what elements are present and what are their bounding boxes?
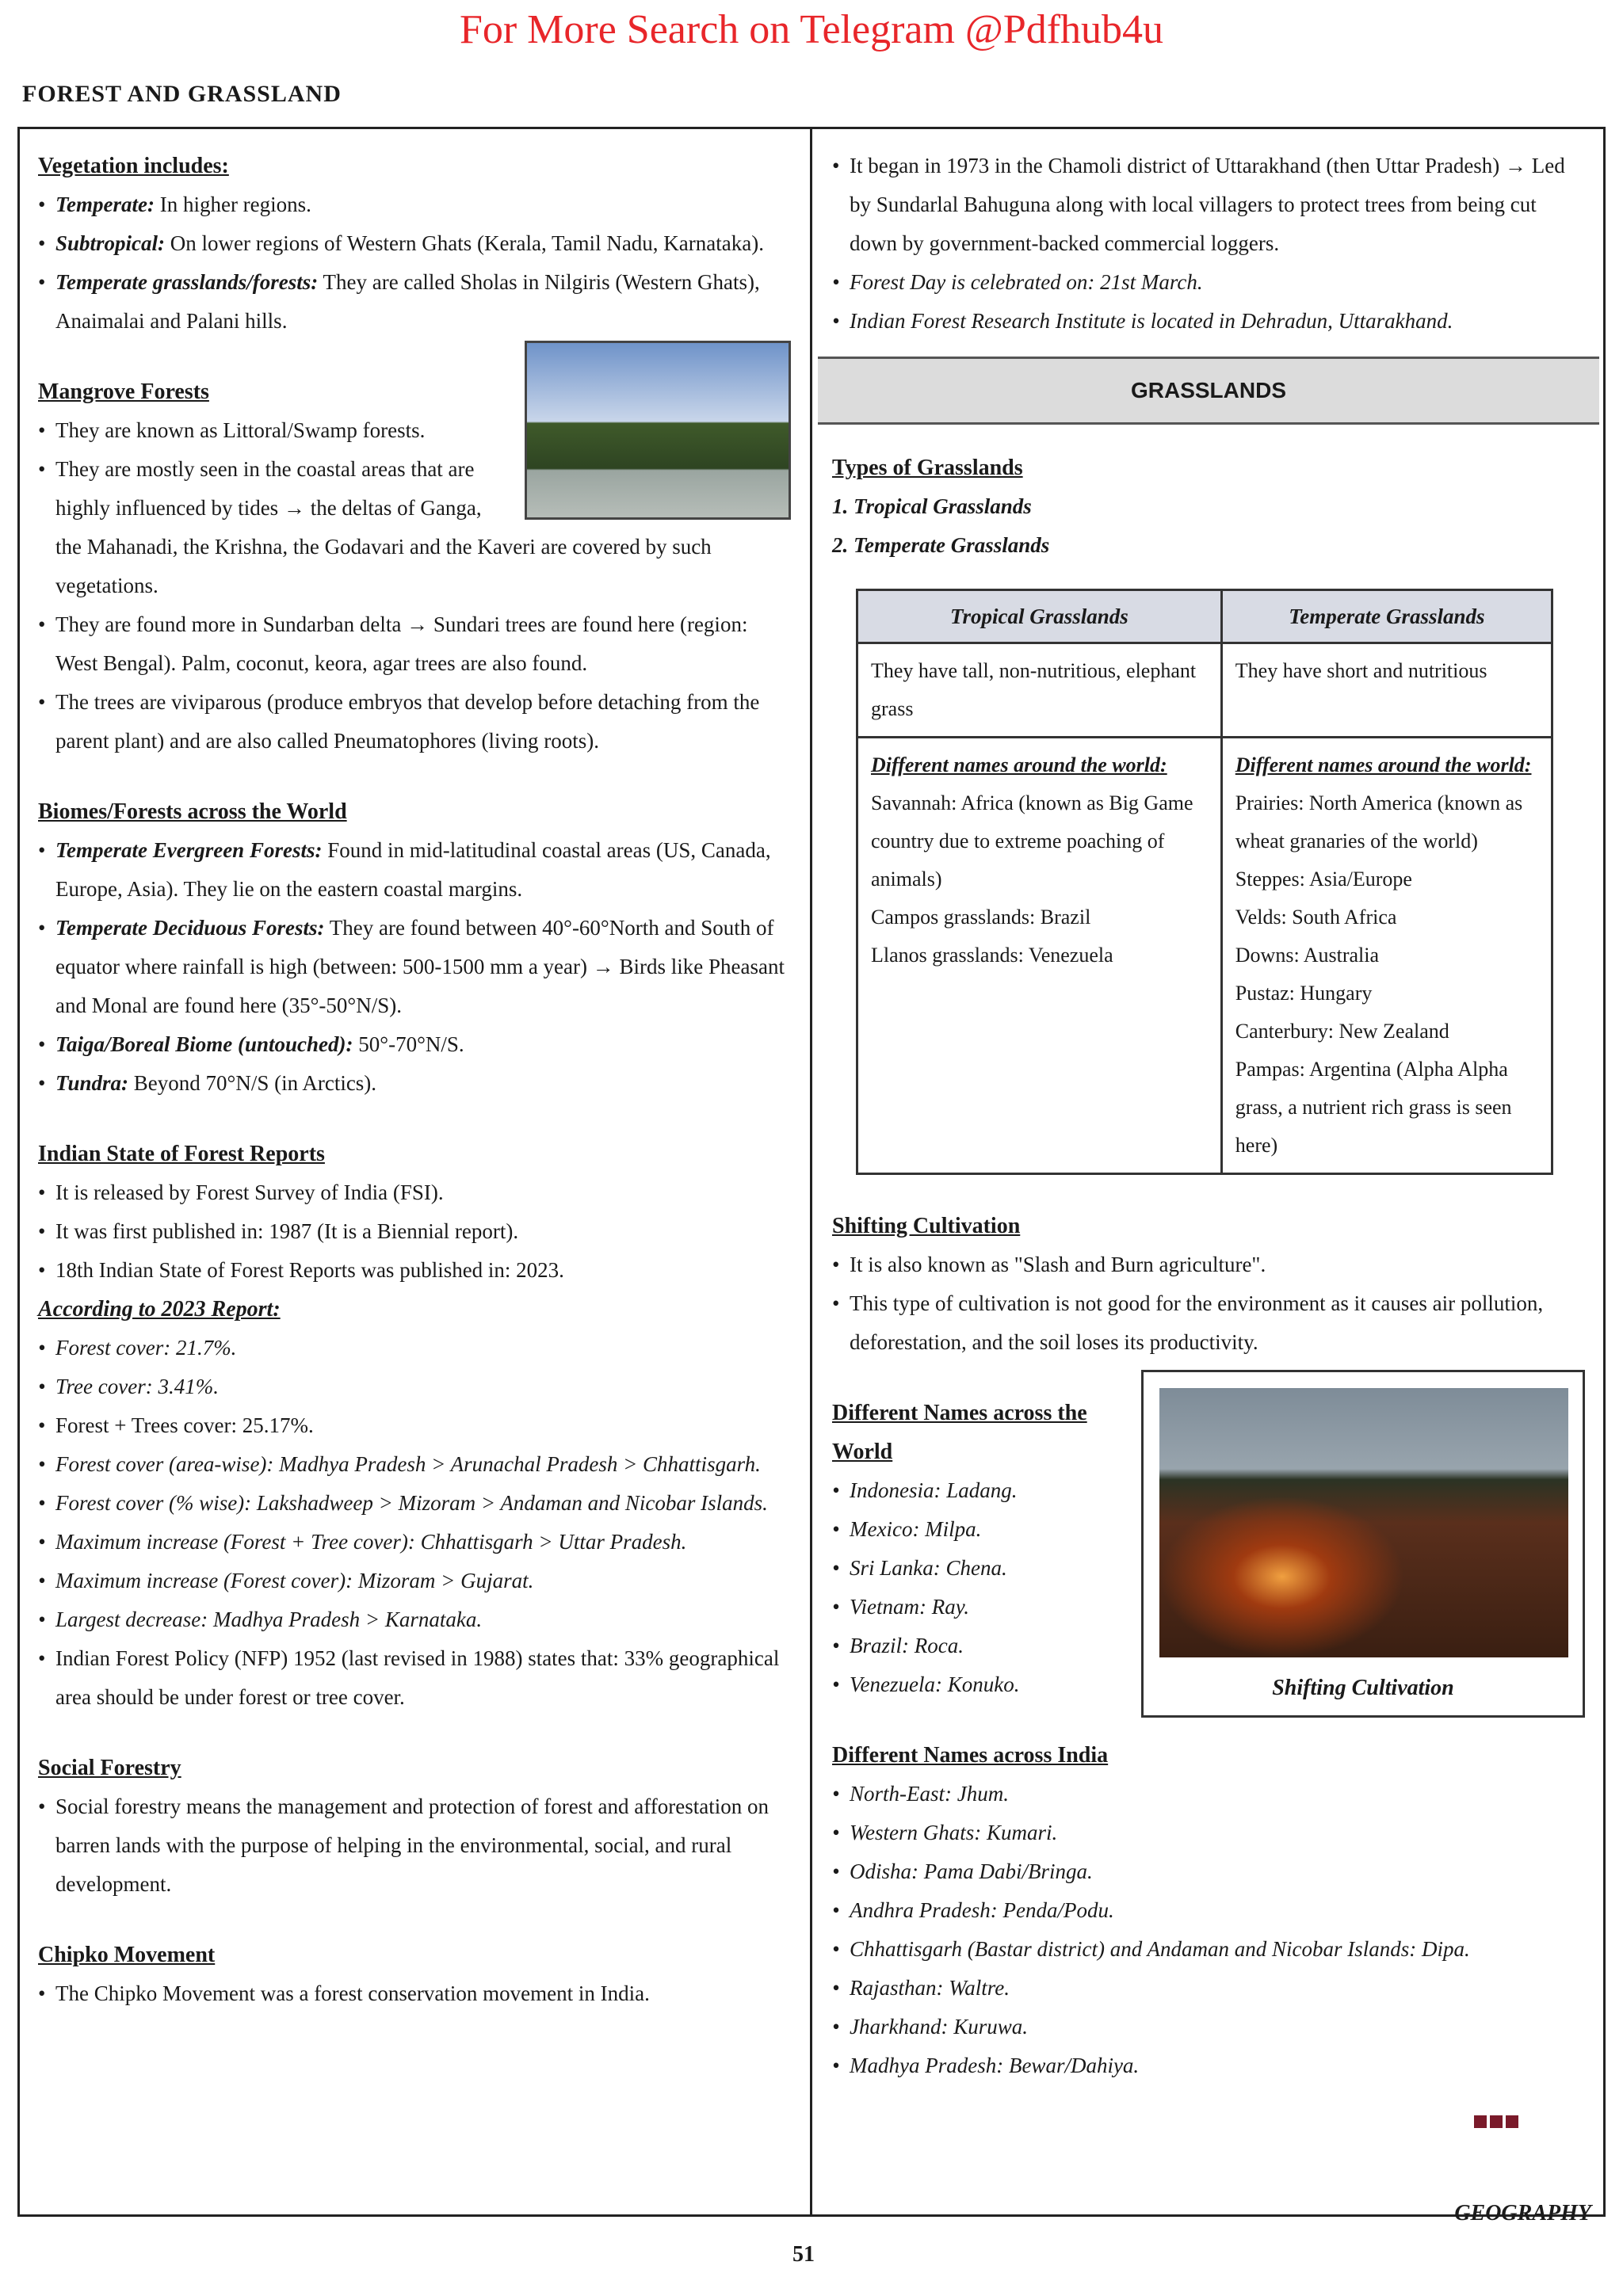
india-name-item: • Odisha: Pama Dabi/Bringa.: [832, 1852, 1585, 1891]
grassland-type-item: 1. Tropical Grasslands: [832, 494, 1032, 518]
mangrove-item: • They are found more in Sundarban delta → Sundari trees are found here (region: West Bengal). Palm, coconut, keora, agar trees are also found.: [38, 605, 791, 683]
tropical-name: Campos grasslands: Brazil: [871, 906, 1091, 929]
mangrove-item: • They are known as Littoral/Swamp forests.: [38, 411, 791, 450]
world-name-item: • Indonesia: Ladang.: [832, 1471, 1585, 1510]
biomes-item: • Temperate Evergreen Forests: Found in mid-latitudinal coastal areas (US, Canada, Europe, Asia). They lie on the eastern coastal margins.: [38, 831, 791, 909]
end-of-section-marks: [1474, 2115, 1522, 2132]
world-name-item: • Vietnam: Ray.: [832, 1588, 1585, 1627]
left-column: [38, 147, 791, 2013]
tropical-names-heading: Different names around the world:: [871, 753, 1167, 776]
grassland-types-heading: Types of Grasslands: [832, 456, 1023, 480]
vegetation-item: • Temperate grasslands/forests: They are called Sholas in Nilgiris (Western Ghats), Anaimalai and Palani hills.: [38, 263, 791, 341]
isfr-item: • It was first published in: 1987 (It is a Biennial report).: [38, 1212, 791, 1251]
india-name-item: • North-East: Jhum.: [832, 1775, 1585, 1814]
table-header-tropical: Tropical Grasslands: [857, 590, 1222, 643]
world-names-heading: Different Names across the World: [832, 1401, 1087, 1464]
biomes-item: • Taiga/Boreal Biome (untouched): 50°-70°N/S.: [38, 1025, 791, 1064]
biomes-item: • Tundra: Beyond 70°N/S (in Arctics).: [38, 1064, 791, 1103]
telegram-banner: For More Search on Telegram @Pdfhub4u: [459, 7, 1164, 52]
india-name-item: • Chhattisgarh (Bastar district) and Andaman and Nicobar Islands: Dipa.: [832, 1930, 1585, 1969]
mangrove-item: • They are mostly seen in the coastal areas that are highly influenced by tides → the deltas of Ganga, the Mahanadi, the Krishna, the Godavari and the Kaveri are covered by such vegetations.: [38, 450, 791, 605]
tropical-name: Llanos grasslands: Venezuela: [871, 944, 1113, 967]
chapter-title: FOREST AND GRASSLAND: [22, 81, 342, 107]
column-divider: [810, 127, 812, 2217]
temperate-name: Pampas: Argentina (Alpha Alpha grass, a nutrient rich grass is seen here): [1235, 1058, 1512, 1157]
shifting-item: • This type of cultivation is not good for the environment as it causes air pollution, deforestation, and the soil loses its productivity.: [832, 1284, 1585, 1362]
right-column: [832, 147, 1585, 2085]
temperate-names-heading: Different names around the world:: [1235, 753, 1532, 776]
report-item: • Forest + Trees cover: 25.17%.: [38, 1406, 791, 1445]
temperate-name: Steppes: Asia/Europe: [1235, 868, 1412, 891]
india-name-item: • Andhra Pradesh: Penda/Podu.: [832, 1891, 1585, 1930]
report-subheading: According to 2023 Report:: [38, 1297, 281, 1322]
vegetation-item: • Subtropical: On lower regions of Western Ghats (Kerala, Tamil Nadu, Karnataka).: [38, 224, 791, 263]
india-name-item: • Madhya Pradesh: Bewar/Dahiya.: [832, 2046, 1585, 2085]
india-name-item: • Western Ghats: Kumari.: [832, 1814, 1585, 1852]
tropical-name: Savannah: Africa (known as Big Game country due to extreme poaching of animals): [871, 791, 1193, 891]
report-item: • Largest decrease: Madhya Pradesh > Karnataka.: [38, 1600, 791, 1639]
tropical-description: They have tall, non-nutritious, elephant grass: [857, 643, 1222, 738]
isfr-item: • 18th Indian State of Forest Reports was published in: 2023.: [38, 1251, 791, 1290]
biomes-heading: Biomes/Forests across the World: [38, 799, 347, 824]
report-item: • Maximum increase (Forest cover): Mizoram > Gujarat.: [38, 1562, 791, 1600]
report-item: • Forest cover (% wise): Lakshadweep > Mizoram > Andaman and Nicobar Islands.: [38, 1484, 791, 1523]
vegetation-item: • Temperate: In higher regions.: [38, 185, 791, 224]
india-name-item: • Rajasthan: Waltre.: [832, 1969, 1585, 2008]
report-item: • Maximum increase (Forest + Tree cover): Chhattisgarh > Uttar Pradesh.: [38, 1523, 791, 1562]
chipko-item: • The Chipko Movement was a forest conservation movement in India.: [38, 1974, 791, 2013]
tropical-names-cell: [857, 738, 1222, 1174]
page-number: 51: [792, 2242, 815, 2267]
grasslands-table: [856, 589, 1553, 1175]
social-forestry-heading: Social Forestry: [38, 1756, 181, 1780]
report-item: • Tree cover: 3.41%.: [38, 1367, 791, 1406]
temperate-description: They have short and nutritious: [1221, 643, 1552, 738]
footer-subject: GEOGRAPHY: [1454, 2201, 1591, 2225]
isfr-heading: Indian State of Forest Reports: [38, 1142, 325, 1166]
vegetation-heading: Vegetation includes:: [38, 154, 229, 178]
temperate-name: Canterbury: New Zealand: [1235, 1020, 1449, 1043]
table-header-temperate: Temperate Grasslands: [1221, 590, 1552, 643]
world-name-item: • Venezuela: Konuko.: [832, 1665, 1585, 1704]
temperate-names-cell: [1221, 738, 1552, 1174]
mangrove-item: • The trees are viviparous (produce embryos that develop before detaching from the parent plant) and are also called Pneumatophores (living roots).: [38, 683, 791, 761]
report-item: • Forest cover (area-wise): Madhya Pradesh > Arunachal Pradesh > Chhattisgarh.: [38, 1445, 791, 1484]
biomes-item: • Temperate Deciduous Forests: They are found between 40°-60°North and South of equator where rainfall is high (between: 500-1500 mm a year) → Birds like Pheasant and Monal are found here (35°-50°N/S).: [38, 909, 791, 1025]
chipko-cont-item: • Indian Forest Research Institute is located in Dehradun, Uttarakhand.: [832, 302, 1585, 341]
isfr-item: • It is released by Forest Survey of India (FSI).: [38, 1173, 791, 1212]
world-name-item: • Mexico: Milpa.: [832, 1510, 1585, 1549]
mangrove-heading: Mangrove Forests: [38, 379, 209, 404]
temperate-name: Pustaz: Hungary: [1235, 982, 1373, 1005]
temperate-name: Velds: South Africa: [1235, 906, 1397, 929]
report-item: • Forest cover: 21.7%.: [38, 1329, 791, 1367]
temperate-name: Downs: Australia: [1235, 944, 1380, 967]
shifting-item: • It is also known as "Slash and Burn agriculture".: [832, 1245, 1585, 1284]
grasslands-section-bar: GRASSLANDS: [818, 357, 1599, 425]
shifting-cultivation-heading: Shifting Cultivation: [832, 1214, 1021, 1238]
world-name-item: • Sri Lanka: Chena.: [832, 1549, 1585, 1588]
india-name-item: • Jharkhand: Kuruwa.: [832, 2008, 1585, 2046]
figure-caption: Shifting Cultivation: [1272, 1676, 1454, 1700]
chipko-cont-item: • It began in 1973 in the Chamoli district of Uttarakhand (then Uttar Pradesh) → Led by Sundarlal Bahuguna along with local villagers to protect trees from being cut down by government-backed commercial loggers.: [832, 147, 1585, 263]
report-item: • Indian Forest Policy (NFP) 1952 (last revised in 1988) states that: 33% geographical area should be under forest or tree cover.: [38, 1639, 791, 1717]
chipko-cont-item: • Forest Day is celebrated on: 21st March.: [832, 263, 1585, 302]
world-name-item: • Brazil: Roca.: [832, 1627, 1585, 1665]
temperate-name: Prairies: North America (known as wheat granaries of the world): [1235, 791, 1523, 852]
india-names-heading: Different Names across India: [832, 1743, 1109, 1768]
grassland-type-item: 2. Temperate Grasslands: [832, 533, 1050, 557]
social-forestry-item: • Social forestry means the management and protection of forest and afforestation on barren lands with the purpose of helping in the environmental, social, and rural development.: [38, 1787, 791, 1904]
chipko-heading: Chipko Movement: [38, 1943, 216, 1967]
